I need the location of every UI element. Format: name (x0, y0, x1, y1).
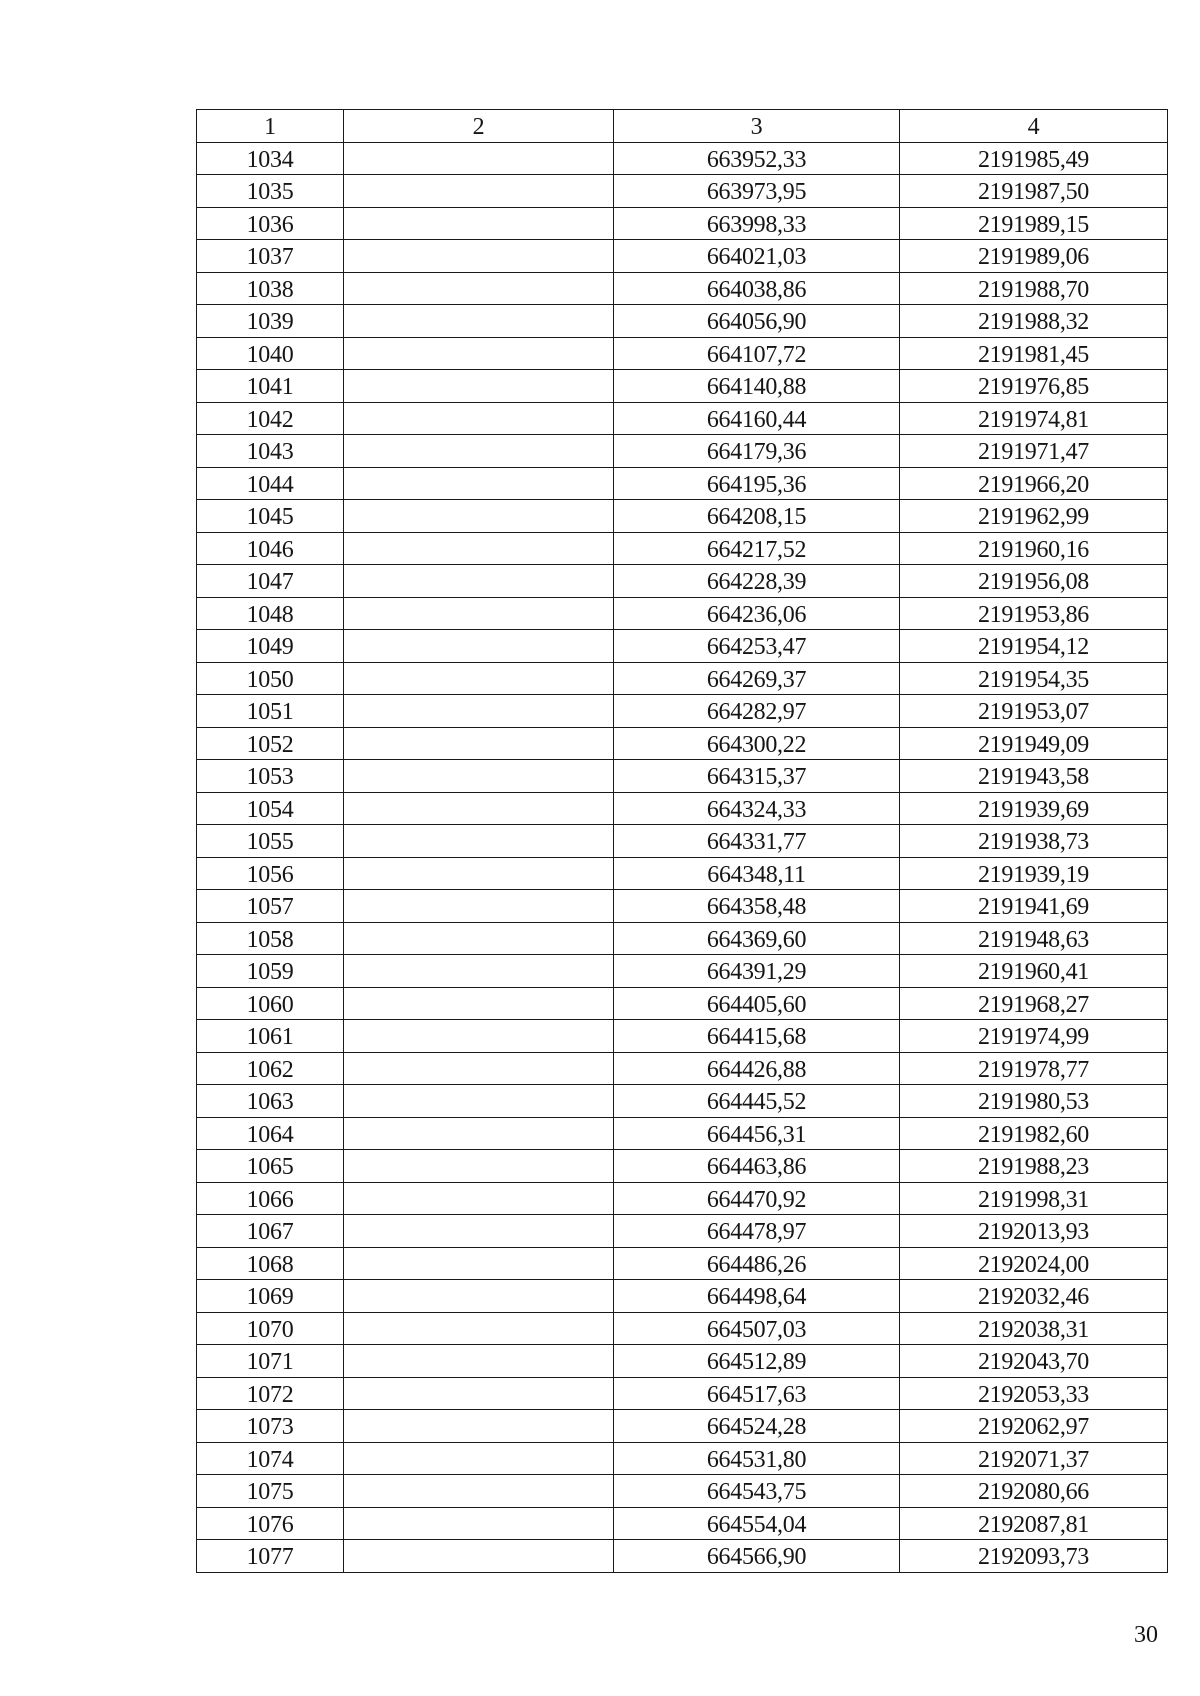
cell-column-2 (344, 1150, 614, 1183)
table-row (197, 1442, 1168, 1475)
table-row (197, 565, 1168, 598)
cell-x-coordinate: 664391,29 (614, 955, 900, 988)
cell-x-coordinate: 664038,86 (614, 272, 900, 305)
cell-x-coordinate: 664269,37 (614, 662, 900, 695)
cell-y-coordinate: 2192038,31 (900, 1312, 1168, 1345)
cell-y-coordinate: 2192093,73 (900, 1540, 1168, 1573)
cell-y-coordinate: 2191953,07 (900, 695, 1168, 728)
table-row (197, 922, 1168, 955)
cell-column-2 (344, 532, 614, 565)
cell-y-coordinate: 2191974,99 (900, 1020, 1168, 1053)
cell-x-coordinate: 664554,04 (614, 1507, 900, 1540)
table-body (197, 142, 1168, 1572)
cell-x-coordinate: 664056,90 (614, 305, 900, 338)
cell-column-2 (344, 1215, 614, 1248)
cell-x-coordinate: 664179,36 (614, 435, 900, 468)
cell-x-coordinate: 664507,03 (614, 1312, 900, 1345)
cell-y-coordinate: 2192043,70 (900, 1345, 1168, 1378)
table-row (197, 955, 1168, 988)
cell-x-coordinate: 664217,52 (614, 532, 900, 565)
cell-point-number: 1065 (197, 1150, 344, 1183)
table-row (197, 1020, 1168, 1053)
cell-y-coordinate: 2191966,20 (900, 467, 1168, 500)
table-row (197, 630, 1168, 663)
table-row (197, 857, 1168, 890)
cell-x-coordinate: 664531,80 (614, 1442, 900, 1475)
cell-x-coordinate: 664524,28 (614, 1410, 900, 1443)
table-row (197, 1117, 1168, 1150)
cell-x-coordinate: 664208,15 (614, 500, 900, 533)
cell-column-2 (344, 435, 614, 468)
cell-point-number: 1068 (197, 1247, 344, 1280)
cell-column-2 (344, 760, 614, 793)
cell-x-coordinate: 664315,37 (614, 760, 900, 793)
cell-y-coordinate: 2192080,66 (900, 1475, 1168, 1508)
cell-point-number: 1061 (197, 1020, 344, 1053)
cell-point-number: 1038 (197, 272, 344, 305)
cell-column-2 (344, 305, 614, 338)
cell-column-2 (344, 1020, 614, 1053)
cell-point-number: 1071 (197, 1345, 344, 1378)
cell-y-coordinate: 2191948,63 (900, 922, 1168, 955)
cell-x-coordinate: 664470,92 (614, 1182, 900, 1215)
cell-column-2 (344, 142, 614, 175)
table-header (197, 110, 1168, 143)
cell-y-coordinate: 2192087,81 (900, 1507, 1168, 1540)
table-row (197, 435, 1168, 468)
table-row (197, 727, 1168, 760)
cell-column-2 (344, 630, 614, 663)
cell-column-2 (344, 727, 614, 760)
cell-column-2 (344, 695, 614, 728)
table-row (197, 532, 1168, 565)
cell-y-coordinate: 2191939,19 (900, 857, 1168, 890)
cell-x-coordinate: 664107,72 (614, 337, 900, 370)
cell-point-number: 1054 (197, 792, 344, 825)
cell-y-coordinate: 2191978,77 (900, 1052, 1168, 1085)
cell-column-2 (344, 857, 614, 890)
cell-x-coordinate: 663973,95 (614, 175, 900, 208)
cell-y-coordinate: 2191988,70 (900, 272, 1168, 305)
cell-point-number: 1055 (197, 825, 344, 858)
cell-point-number: 1045 (197, 500, 344, 533)
cell-x-coordinate: 664160,44 (614, 402, 900, 435)
cell-y-coordinate: 2192013,93 (900, 1215, 1168, 1248)
cell-y-coordinate: 2191960,41 (900, 955, 1168, 988)
header-cell-column-3: 3 (614, 110, 900, 143)
cell-point-number: 1046 (197, 532, 344, 565)
table-row (197, 1085, 1168, 1118)
cell-column-2 (344, 987, 614, 1020)
cell-x-coordinate: 664140,88 (614, 370, 900, 403)
cell-y-coordinate: 2191971,47 (900, 435, 1168, 468)
cell-column-2 (344, 1312, 614, 1345)
cell-y-coordinate: 2191988,32 (900, 305, 1168, 338)
table-row (197, 467, 1168, 500)
table-row (197, 662, 1168, 695)
cell-column-2 (344, 1507, 614, 1540)
cell-y-coordinate: 2191980,53 (900, 1085, 1168, 1118)
cell-column-2 (344, 1052, 614, 1085)
table-row (197, 175, 1168, 208)
cell-column-2 (344, 1540, 614, 1573)
cell-point-number: 1053 (197, 760, 344, 793)
cell-column-2 (344, 240, 614, 273)
cell-point-number: 1077 (197, 1540, 344, 1573)
cell-point-number: 1040 (197, 337, 344, 370)
cell-y-coordinate: 2191943,58 (900, 760, 1168, 793)
header-row (197, 110, 1168, 143)
cell-point-number: 1036 (197, 207, 344, 240)
table-row (197, 1247, 1168, 1280)
cell-point-number: 1066 (197, 1182, 344, 1215)
cell-column-2 (344, 370, 614, 403)
cell-x-coordinate: 664512,89 (614, 1345, 900, 1378)
cell-column-2 (344, 1345, 614, 1378)
cell-point-number: 1034 (197, 142, 344, 175)
cell-x-coordinate: 664228,39 (614, 565, 900, 598)
cell-y-coordinate: 2192071,37 (900, 1442, 1168, 1475)
cell-x-coordinate: 664517,63 (614, 1377, 900, 1410)
table-row (197, 695, 1168, 728)
cell-y-coordinate: 2191982,60 (900, 1117, 1168, 1150)
cell-point-number: 1056 (197, 857, 344, 890)
cell-column-2 (344, 825, 614, 858)
header-cell-column-1: 1 (197, 110, 344, 143)
cell-column-2 (344, 792, 614, 825)
cell-y-coordinate: 2191954,35 (900, 662, 1168, 695)
cell-x-coordinate: 664405,60 (614, 987, 900, 1020)
cell-column-2 (344, 337, 614, 370)
table-row (197, 500, 1168, 533)
table-row (197, 1410, 1168, 1443)
table-row (197, 1507, 1168, 1540)
table-row (197, 987, 1168, 1020)
cell-y-coordinate: 2191960,16 (900, 532, 1168, 565)
cell-x-coordinate: 664478,97 (614, 1215, 900, 1248)
cell-y-coordinate: 2191989,15 (900, 207, 1168, 240)
cell-point-number: 1039 (197, 305, 344, 338)
cell-y-coordinate: 2191939,69 (900, 792, 1168, 825)
table-row (197, 207, 1168, 240)
table-row (197, 1312, 1168, 1345)
cell-y-coordinate: 2191954,12 (900, 630, 1168, 663)
cell-column-2 (344, 1442, 614, 1475)
cell-y-coordinate: 2191962,99 (900, 500, 1168, 533)
table-row (197, 1475, 1168, 1508)
table-row (197, 825, 1168, 858)
cell-point-number: 1047 (197, 565, 344, 598)
cell-point-number: 1063 (197, 1085, 344, 1118)
cell-point-number: 1073 (197, 1410, 344, 1443)
cell-column-2 (344, 272, 614, 305)
cell-point-number: 1069 (197, 1280, 344, 1313)
cell-column-2 (344, 402, 614, 435)
cell-point-number: 1070 (197, 1312, 344, 1345)
cell-x-coordinate: 664498,64 (614, 1280, 900, 1313)
cell-x-coordinate: 664445,52 (614, 1085, 900, 1118)
cell-x-coordinate: 664566,90 (614, 1540, 900, 1573)
table-row (197, 890, 1168, 923)
page-number: 30 (1134, 1622, 1158, 1648)
cell-point-number: 1058 (197, 922, 344, 955)
table-row (197, 1215, 1168, 1248)
cell-point-number: 1050 (197, 662, 344, 695)
cell-point-number: 1052 (197, 727, 344, 760)
table-row (197, 370, 1168, 403)
cell-x-coordinate: 664282,97 (614, 695, 900, 728)
cell-y-coordinate: 2192032,46 (900, 1280, 1168, 1313)
table-row (197, 1150, 1168, 1183)
table-row (197, 1280, 1168, 1313)
cell-point-number: 1049 (197, 630, 344, 663)
cell-x-coordinate: 663952,33 (614, 142, 900, 175)
cell-x-coordinate: 664331,77 (614, 825, 900, 858)
cell-point-number: 1072 (197, 1377, 344, 1410)
cell-y-coordinate: 2191953,86 (900, 597, 1168, 630)
cell-point-number: 1076 (197, 1507, 344, 1540)
cell-x-coordinate: 664253,47 (614, 630, 900, 663)
table-row (197, 305, 1168, 338)
table-row (197, 337, 1168, 370)
cell-point-number: 1064 (197, 1117, 344, 1150)
cell-x-coordinate: 664021,03 (614, 240, 900, 273)
cell-x-coordinate: 664195,36 (614, 467, 900, 500)
cell-column-2 (344, 597, 614, 630)
table-row (197, 597, 1168, 630)
cell-y-coordinate: 2192053,33 (900, 1377, 1168, 1410)
cell-point-number: 1051 (197, 695, 344, 728)
cell-column-2 (344, 1182, 614, 1215)
cell-point-number: 1059 (197, 955, 344, 988)
cell-y-coordinate: 2192062,97 (900, 1410, 1168, 1443)
cell-x-coordinate: 664369,60 (614, 922, 900, 955)
cell-column-2 (344, 890, 614, 923)
cell-point-number: 1044 (197, 467, 344, 500)
table-row (197, 760, 1168, 793)
cell-x-coordinate: 664426,88 (614, 1052, 900, 1085)
cell-column-2 (344, 1280, 614, 1313)
table-row (197, 1377, 1168, 1410)
cell-x-coordinate: 663998,33 (614, 207, 900, 240)
cell-y-coordinate: 2191956,08 (900, 565, 1168, 598)
cell-y-coordinate: 2191987,50 (900, 175, 1168, 208)
cell-column-2 (344, 1377, 614, 1410)
table-row (197, 792, 1168, 825)
table-row (197, 1182, 1168, 1215)
cell-y-coordinate: 2191938,73 (900, 825, 1168, 858)
cell-column-2 (344, 1247, 614, 1280)
cell-x-coordinate: 664348,11 (614, 857, 900, 890)
table-row (197, 272, 1168, 305)
cell-column-2 (344, 1085, 614, 1118)
header-cell-column-4: 4 (900, 110, 1168, 143)
cell-point-number: 1041 (197, 370, 344, 403)
table-row (197, 1540, 1168, 1573)
cell-y-coordinate: 2191988,23 (900, 1150, 1168, 1183)
cell-x-coordinate: 664358,48 (614, 890, 900, 923)
cell-y-coordinate: 2191949,09 (900, 727, 1168, 760)
cell-point-number: 1057 (197, 890, 344, 923)
cell-x-coordinate: 664300,22 (614, 727, 900, 760)
cell-point-number: 1037 (197, 240, 344, 273)
cell-column-2 (344, 175, 614, 208)
cell-x-coordinate: 664415,68 (614, 1020, 900, 1053)
cell-y-coordinate: 2191981,45 (900, 337, 1168, 370)
cell-column-2 (344, 207, 614, 240)
cell-y-coordinate: 2191989,06 (900, 240, 1168, 273)
cell-y-coordinate: 2191976,85 (900, 370, 1168, 403)
cell-column-2 (344, 1117, 614, 1150)
cell-column-2 (344, 662, 614, 695)
cell-x-coordinate: 664463,86 (614, 1150, 900, 1183)
cell-x-coordinate: 664236,06 (614, 597, 900, 630)
cell-column-2 (344, 500, 614, 533)
cell-point-number: 1062 (197, 1052, 344, 1085)
header-cell-column-2: 2 (344, 110, 614, 143)
cell-y-coordinate: 2191968,27 (900, 987, 1168, 1020)
cell-y-coordinate: 2192024,00 (900, 1247, 1168, 1280)
cell-y-coordinate: 2191941,69 (900, 890, 1168, 923)
coordinate-table (196, 109, 1168, 1573)
cell-x-coordinate: 664324,33 (614, 792, 900, 825)
cell-column-2 (344, 922, 614, 955)
table-row (197, 142, 1168, 175)
cell-column-2 (344, 955, 614, 988)
cell-column-2 (344, 1410, 614, 1443)
cell-point-number: 1043 (197, 435, 344, 468)
cell-point-number: 1074 (197, 1442, 344, 1475)
cell-column-2 (344, 1475, 614, 1508)
cell-column-2 (344, 565, 614, 598)
cell-y-coordinate: 2191998,31 (900, 1182, 1168, 1215)
cell-point-number: 1035 (197, 175, 344, 208)
cell-x-coordinate: 664543,75 (614, 1475, 900, 1508)
table-row (197, 240, 1168, 273)
table-row (197, 1345, 1168, 1378)
cell-column-2 (344, 467, 614, 500)
cell-point-number: 1060 (197, 987, 344, 1020)
cell-point-number: 1067 (197, 1215, 344, 1248)
cell-x-coordinate: 664486,26 (614, 1247, 900, 1280)
table-row (197, 1052, 1168, 1085)
cell-point-number: 1075 (197, 1475, 344, 1508)
cell-y-coordinate: 2191985,49 (900, 142, 1168, 175)
cell-point-number: 1048 (197, 597, 344, 630)
cell-y-coordinate: 2191974,81 (900, 402, 1168, 435)
cell-x-coordinate: 664456,31 (614, 1117, 900, 1150)
cell-point-number: 1042 (197, 402, 344, 435)
table-row (197, 402, 1168, 435)
